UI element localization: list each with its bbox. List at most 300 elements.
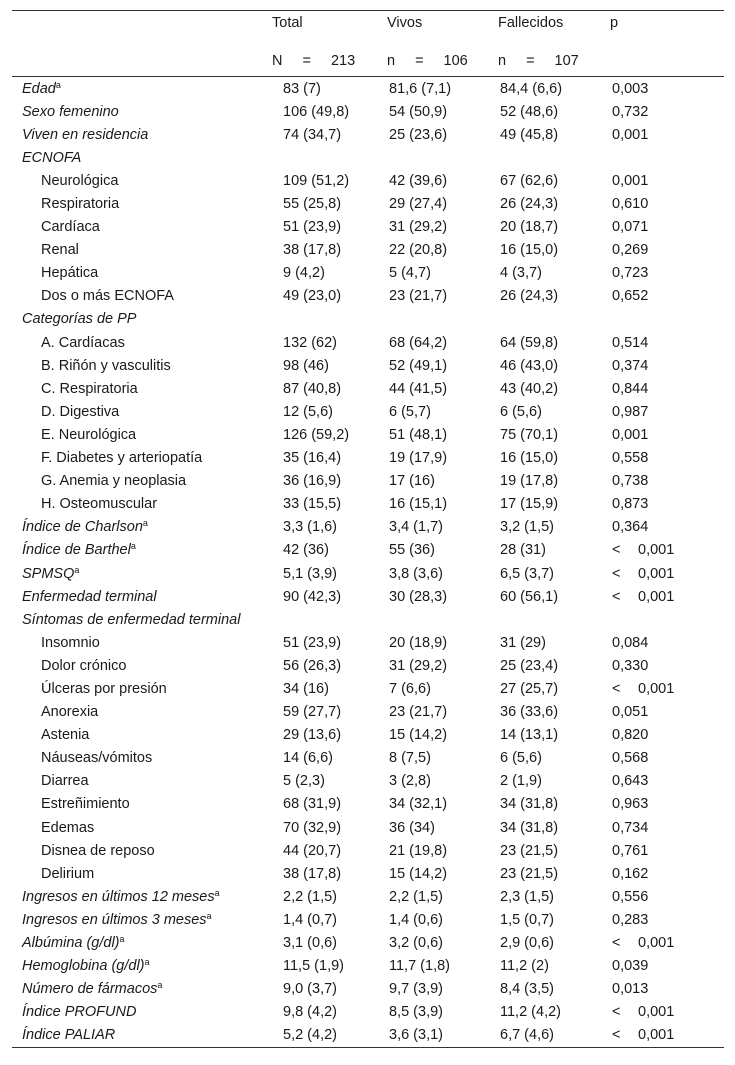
total-cell: 49 (23,0) [283,288,342,305]
table-row [12,1001,724,1024]
footnote-marker: a [142,518,148,529]
fallecidos-cell: 6 (5,6) [500,750,542,767]
table-row [12,608,724,631]
table-row [12,77,724,101]
p-value: 0,001 [638,542,675,559]
row-label-text: C. Respiratoria [41,380,138,397]
fallecidos-cell: 46 (43,0) [500,357,559,374]
p-value-cell: 0,001 [612,126,649,143]
row-label [12,539,272,562]
fallecidos-cell: 26 (24,3) [500,288,559,305]
fallecidos-cell: 11,2 (4,2) [500,1004,561,1021]
fallecidos-cell: 28 (31) [500,542,546,559]
row-label-text: Índice PALIAR [22,1027,116,1044]
table-row [12,100,724,123]
p-value-cell: 0,071 [612,219,649,236]
row-label-text: Índice PROFUND [22,1004,137,1021]
row-label-text: Índice de Barthel [22,542,131,559]
row-label-text: F. Diabetes y arteriopatía [41,450,203,467]
total-cell: 5,1 (3,9) [283,565,337,582]
vivos-cell: 15 (14,2) [389,727,448,744]
row-label-text: Edemas [41,819,95,836]
p-value-cell: 0,001 [612,426,649,443]
p-value-cell: 0,738 [612,473,649,490]
row-label [12,908,272,931]
total-cell: 42 (36) [283,542,329,559]
vivos-cell: 3,6 (3,1) [389,1027,443,1044]
total-cell: 55 (25,8) [283,196,342,213]
p-value: 0,001 [638,935,675,952]
fallecidos-cell: 36 (33,6) [500,704,559,721]
fallecidos-cell: 67 (62,6) [500,172,559,189]
n-letter: N [272,53,283,69]
total-cell: 36 (16,9) [283,473,342,490]
header-n-row [12,46,724,77]
p-value-cell: 0,568 [612,750,649,767]
table-row [12,331,724,354]
row-label-text: Dos o más ECNOFA [41,288,174,305]
p-value-cell: 0,610 [612,196,649,213]
total-cell: 1,4 (0,7) [283,911,337,928]
header-p: p [610,15,619,31]
row-label [12,123,272,146]
row-label [12,885,272,908]
p-value-cell: 0,269 [612,242,649,259]
total-cell: 11,5 (1,9) [283,958,344,975]
row-label-text: D. Digestiva [41,403,120,420]
vivos-cell: 5 (4,7) [389,265,431,282]
row-label [12,585,272,608]
table-row [12,770,724,793]
table-row [12,955,724,978]
footnote-marker: a [157,980,163,991]
fallecidos-cell: 19 (17,8) [500,473,559,490]
fallecidos-cell: 8,4 (3,5) [500,981,554,998]
table-row [12,654,724,677]
p-value-cell: 0,844 [612,380,649,397]
p-value-cell: 0,652 [612,288,649,305]
row-label-text: Ingresos en últimos 3 meses [22,911,207,928]
table-row [12,308,724,331]
vivos-cell: 3,4 (1,7) [389,519,443,536]
fallecidos-cell: 16 (15,0) [500,450,559,467]
row-label [12,747,272,770]
row-label [12,239,272,262]
fallecidos-cell: 16 (15,0) [500,242,559,259]
fallecidos-cell: 1,5 (0,7) [500,911,554,928]
p-value-cell: 0,374 [612,357,649,374]
row-label [12,216,272,239]
table-row [12,377,724,400]
p-value-cell [610,562,724,585]
table-row [12,747,724,770]
p-value-cell [610,308,724,331]
total-cell: 106 (49,8) [283,103,350,120]
p-value-cell [610,1024,724,1048]
total-cell: 38 (17,8) [283,242,342,259]
table-row [12,562,724,585]
row-label [12,862,272,885]
p-value-cell [610,585,724,608]
fallecidos-cell: 31 (29) [500,634,546,651]
n-value: 107 [554,53,579,69]
vivos-cell: 8 (7,5) [389,750,431,767]
p-less-than: < [612,565,621,582]
vivos-cell [387,146,498,169]
vivos-cell: 3 (2,8) [389,773,431,790]
vivos-cell [387,308,498,331]
fallecidos-cell: 3,2 (1,5) [500,519,554,536]
p-value-cell: 0,820 [612,727,649,744]
table-row [12,908,724,931]
fallecidos-cell: 6,7 (4,6) [500,1027,554,1044]
vivos-cell: 23 (21,7) [389,288,448,305]
table-row [12,677,724,700]
total-cell: 44 (20,7) [283,842,342,859]
total-cell: 9,0 (3,7) [283,981,337,998]
row-label [12,262,272,285]
row-label [12,192,272,215]
p-value-cell [610,539,724,562]
vivos-cell: 81,6 (7,1) [389,80,452,97]
table-row [12,585,724,608]
fallecidos-cell: 60 (56,1) [500,588,559,605]
fallecidos-cell [498,308,610,331]
p-value-cell: 0,761 [612,842,649,859]
p-value-cell [610,677,724,700]
row-label-text: Úlceras por presión [41,680,167,697]
header-row [12,11,724,47]
table-row [12,978,724,1001]
row-label-text: Náuseas/vómitos [41,750,153,767]
table-row [12,793,724,816]
row-label [12,285,272,308]
row-label-text: Edad [22,80,56,97]
total-cell: 90 (42,3) [283,588,342,605]
fallecidos-cell: 52 (48,6) [500,103,559,120]
row-label [12,724,272,747]
n-letter: n [387,53,396,69]
table-row [12,839,724,862]
row-label [12,701,272,724]
table-row [12,400,724,423]
p-value-cell [610,146,724,169]
vivos-cell: 2,2 (1,5) [389,888,443,905]
row-label-text: Síntomas de enfermedad terminal [22,611,241,628]
row-label-text: Dolor crónico [41,657,127,674]
p-value-cell: 0,283 [612,911,649,928]
vivos-cell: 42 (39,6) [389,172,448,189]
row-label-text: Ingresos en últimos 12 meses [22,888,215,905]
row-label-text: Disnea de reposo [41,842,155,859]
header-empty [12,11,272,47]
fallecidos-cell: 17 (15,9) [500,496,559,513]
row-label [12,169,272,192]
row-label-text: Insomnio [41,634,100,651]
n-eq: = [415,53,424,69]
total-cell: 59 (27,7) [283,704,342,721]
table-row [12,123,724,146]
p-value-cell: 0,734 [612,819,649,836]
total-cell: 12 (5,6) [283,403,333,420]
total-cell [272,146,387,169]
table-row [12,423,724,446]
table-row [12,493,724,516]
row-label [12,447,272,470]
total-cell: 34 (16) [283,680,329,697]
footnote-marker: a [119,934,125,945]
fallecidos-cell: 25 (23,4) [500,657,559,674]
fallecidos-cell: 75 (70,1) [500,426,559,443]
fallecidos-cell: 34 (31,8) [500,796,559,813]
table-row [12,701,724,724]
p-value-cell: 0,364 [612,519,649,536]
vivos-cell: 17 (16) [389,473,435,490]
row-label [12,331,272,354]
row-label-text: B. Riñón y vasculitis [41,357,171,374]
fallecidos-cell: 20 (18,7) [500,219,559,236]
table-row [12,285,724,308]
vivos-cell: 54 (50,9) [389,103,448,120]
p-value-cell: 0,039 [612,958,649,975]
total-cell: 5,2 (4,2) [283,1027,337,1044]
row-label [12,354,272,377]
table-row [12,539,724,562]
vivos-cell: 7 (6,6) [389,680,431,697]
row-label [12,793,272,816]
fallecidos-cell: 27 (25,7) [500,680,559,697]
row-label-text: Anorexia [41,704,99,721]
n-value: 213 [330,53,356,69]
total-cell: 56 (26,3) [283,657,342,674]
footnote-marker: a [55,79,61,90]
total-cell: 68 (31,9) [283,796,342,813]
row-label-text: Categorías de PP [22,311,137,328]
total-cell: 83 (7) [283,80,321,97]
fallecidos-cell: 11,2 (2) [500,958,549,975]
vivos-cell: 44 (41,5) [389,380,448,397]
vivos-cell: 29 (27,4) [389,196,448,213]
fallecidos-cell: 26 (24,3) [500,196,559,213]
total-cell: 9,8 (4,2) [283,1004,337,1021]
fallecidos-cell: 49 (45,8) [500,126,559,143]
fallecidos-cell: 43 (40,2) [500,380,559,397]
vivos-cell: 36 (34) [389,819,435,836]
header-n-fallecidos [498,46,610,77]
row-label [12,816,272,839]
p-value-cell: 0,330 [612,657,649,674]
footnote-marker: a [206,910,212,921]
table-row [12,262,724,285]
n-value: 106 [443,53,468,69]
p-value-cell: 0,084 [612,634,649,651]
table-header [12,11,724,77]
p-value: 0,001 [638,1004,675,1021]
p-value: 0,001 [638,565,675,582]
vivos-cell: 8,5 (3,9) [389,1004,443,1021]
header-n-empty [12,46,272,77]
footnote-marker: a [214,887,220,898]
vivos-cell: 3,8 (3,6) [389,565,443,582]
vivos-cell: 20 (18,9) [389,634,448,651]
row-label [12,1024,272,1048]
row-label [12,1001,272,1024]
p-value-cell: 0,558 [612,450,649,467]
p-value-cell: 0,963 [612,796,649,813]
vivos-cell: 31 (29,2) [389,219,448,236]
header-total: Total [272,15,303,31]
footnote-marker: a [130,541,136,552]
footnote-marker: a [144,957,150,968]
vivos-cell: 19 (17,9) [389,450,448,467]
header-n-vivos [387,46,498,77]
table-row [12,516,724,539]
total-cell: 74 (34,7) [283,126,342,143]
total-cell: 98 (46) [283,357,329,374]
row-label-text: Hepática [41,265,99,282]
row-label-text: Diarrea [41,773,89,790]
row-label [12,608,272,631]
fallecidos-cell: 23 (21,5) [500,842,559,859]
vivos-cell: 68 (64,2) [389,334,448,351]
total-cell [272,308,387,331]
row-label [12,631,272,654]
p-value-cell: 0,514 [612,334,649,351]
vivos-cell: 9,7 (3,9) [389,981,443,998]
row-label-text: G. Anemia y neoplasia [41,473,187,490]
vivos-cell: 55 (36) [389,542,435,559]
p-less-than: < [612,935,621,952]
p-less-than: < [612,1027,621,1044]
row-label-text: Enfermedad terminal [22,588,157,605]
vivos-cell: 22 (20,8) [389,242,448,259]
row-label [12,839,272,862]
total-cell: 14 (6,6) [283,750,333,767]
p-value-cell [610,1001,724,1024]
table-row [12,1024,724,1048]
total-cell: 132 (62) [283,334,338,351]
p-less-than: < [612,680,621,697]
table-row [12,816,724,839]
table-row [12,146,724,169]
header-fallecidos: Fallecidos [498,15,564,31]
table-row [12,447,724,470]
row-label-text: Albúmina (g/dl) [22,935,120,952]
table-body [12,77,724,1048]
table-row [12,931,724,954]
p-value-cell: 0,013 [612,981,649,998]
vivos-cell: 51 (48,1) [389,426,448,443]
p-value-cell: 0,162 [612,865,649,882]
vivos-cell: 11,7 (1,8) [389,958,450,975]
row-label-text: Sexo femenino [22,103,119,120]
vivos-cell: 1,4 (0,6) [389,911,443,928]
table-row [12,239,724,262]
header-vivos: Vivos [387,15,423,31]
table-row [12,216,724,239]
fallecidos-cell: 84,4 (6,6) [500,80,563,97]
vivos-cell: 6 (5,7) [389,403,431,420]
total-cell: 38 (17,8) [283,865,342,882]
table-row [12,169,724,192]
fallecidos-cell: 2,9 (0,6) [500,935,554,952]
total-cell: 33 (15,5) [283,496,342,513]
table-row [12,192,724,215]
vivos-cell: 34 (32,1) [389,796,448,813]
total-cell: 2,2 (1,5) [283,888,337,905]
table-row [12,354,724,377]
total-cell: 70 (32,9) [283,819,342,836]
table-row [12,631,724,654]
total-cell: 35 (16,4) [283,450,342,467]
vivos-cell: 31 (29,2) [389,657,448,674]
row-label-text: ECNOFA [22,149,82,166]
total-cell: 3,1 (0,6) [283,935,337,952]
n-eq: = [302,53,311,69]
fallecidos-cell: 4 (3,7) [500,265,542,282]
p-value-cell: 0,723 [612,265,649,282]
p-value: 0,001 [638,588,675,605]
row-label [12,654,272,677]
total-cell: 29 (13,6) [283,727,342,744]
fallecidos-cell: 64 (59,8) [500,334,559,351]
p-value-cell: 0,732 [612,103,649,120]
vivos-cell [387,608,498,631]
row-label [12,470,272,493]
row-label-text: Astenia [41,727,90,744]
total-cell: 5 (2,3) [283,773,325,790]
table-row [12,470,724,493]
row-label-text: E. Neurológica [41,426,137,443]
fallecidos-cell: 2,3 (1,5) [500,888,554,905]
fallecidos-cell [498,146,610,169]
row-label-text: Estreñimiento [41,796,130,813]
total-cell: 109 (51,2) [283,172,350,189]
table-row [12,862,724,885]
fallecidos-cell: 23 (21,5) [500,865,559,882]
header-n-total [272,46,387,77]
p-value-cell: 0,051 [612,704,649,721]
row-label-text: Respiratoria [41,196,120,213]
p-value-cell [610,608,724,631]
row-label [12,423,272,446]
vivos-cell: 16 (15,1) [389,496,448,513]
p-value-cell: 0,001 [612,172,649,189]
row-label-text: Viven en residencia [22,126,149,143]
p-value-cell: 0,003 [612,80,649,97]
vivos-cell: 52 (49,1) [389,357,448,374]
row-label-text: Cardíaca [41,219,100,236]
footnote-marker: a [74,564,80,575]
row-label-text: Número de fármacos [22,981,158,998]
fallecidos-cell: 14 (13,1) [500,727,559,744]
vivos-cell: 21 (19,8) [389,842,448,859]
p-less-than: < [612,588,621,605]
p-value-cell: 0,873 [612,496,649,513]
table-row [12,885,724,908]
vivos-cell: 25 (23,6) [389,126,448,143]
row-label [12,677,272,700]
n-letter: n [498,53,507,69]
row-label [12,978,272,1001]
fallecidos-cell: 6 (5,6) [500,403,542,420]
row-label-text: H. Osteomuscular [41,496,158,513]
vivos-cell: 23 (21,7) [389,704,448,721]
total-cell: 9 (4,2) [283,265,325,282]
row-label-text: Delirium [41,865,95,882]
fallecidos-cell: 2 (1,9) [500,773,542,790]
row-label-text: A. Cardíacas [41,334,125,351]
